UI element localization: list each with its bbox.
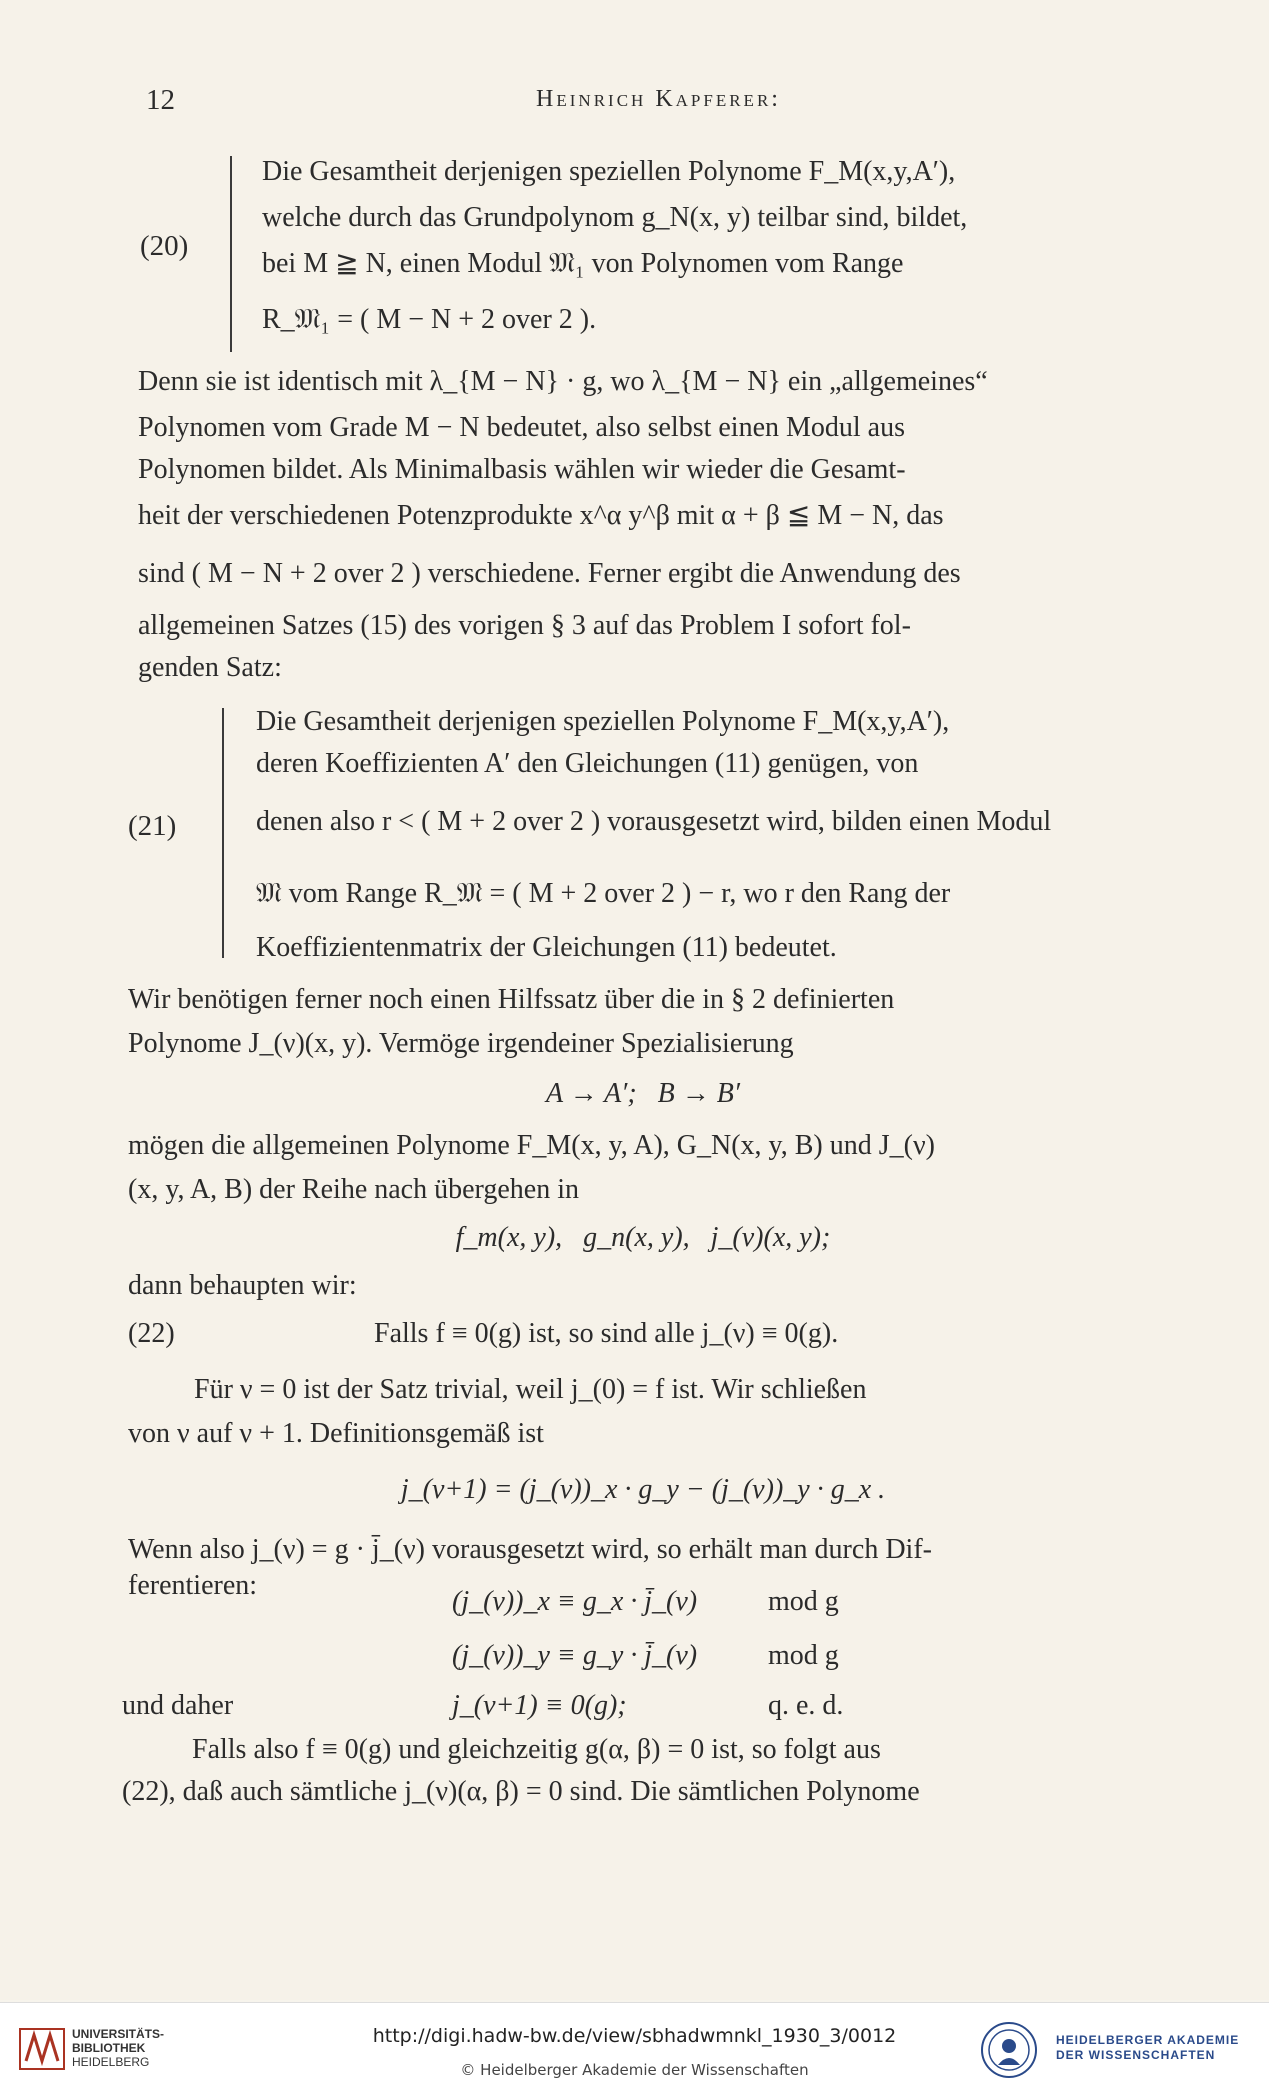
theorem-20-line-2: welche durch das Grundpolynom g_N(x, y) teilbar sind, bildet, (262, 202, 968, 233)
paragraph-3 (128, 1368, 1158, 1608)
theorem-20-line-1: Die Gesamtheit derjenigen speziellen Polynome F_M(x,y,A′), (262, 156, 956, 187)
viewer-footer (0, 2002, 1269, 2095)
left-brace (222, 708, 224, 958)
paragraph-4 (122, 1728, 1158, 1828)
qed: q. e. d. (768, 1690, 844, 1721)
page-number: 12 (146, 84, 175, 116)
specialized-polynomials: f_m(x, y), g_n(x, y), j_(ν)(x, y); (455, 1222, 831, 1253)
lemma-22 (128, 1312, 1158, 1356)
paragraph-1 (138, 360, 1158, 690)
conclusion-formula: j_(ν+1) ≡ 0(g); (452, 1690, 627, 1721)
paragraph-1-line-7: genden Satz: (138, 652, 282, 683)
paragraph-1-line-5: sind ( M − N + 2 over 2 ) verschiedene. Ferner ergibt die Anwendung des (138, 558, 961, 589)
running-head: Heinrich Kapferer: (536, 86, 781, 112)
library-line-1: UNIVERSITÄTS- (72, 2027, 165, 2041)
paragraph-2-line-5: dann behaupten wir: (128, 1270, 357, 1301)
congruence-2-mod: mod g (768, 1640, 839, 1671)
theorem-21-line-3: denen also r < ( M + 2 over 2 ) vorausgesetzt wird, bilden einen Modul (256, 806, 1052, 837)
academy-line-1: HEIDELBERGER AKADEMIE (1056, 2033, 1240, 2047)
copyright-notice: © Heidelberger Akademie der Wissenschaften (460, 2061, 809, 2079)
theorem-20-line-3: bei M ≧ N, einen Modul 𝔐₁ von Polynomen vom Range (262, 248, 904, 279)
conclusion-prefix: und daher (122, 1690, 234, 1721)
paragraph-1-line-1: Denn sie ist identisch mit λ_{M − N} · g, wo λ_{M − N} ein „allgemeines“ (138, 366, 988, 397)
theorem-20-line-4: R_𝔐₁ = ( M − N + 2 over 2 ). (262, 304, 597, 335)
congruence-1: (j_(ν))_x ≡ g_x · j̄_(ν) (452, 1586, 698, 1617)
paragraph-4-line-1: Falls also f ≡ 0(g) und gleichzeitig g(α, β) = 0 ist, so folgt aus (192, 1734, 881, 1765)
theorem-21-line-5: Koeffizientenmatrix der Gleichungen (11) bedeutet. (256, 932, 837, 963)
academy-name (1056, 2033, 1239, 2063)
equation-number-20: (20) (140, 230, 189, 262)
paragraph-2-line-2: Polynome J_(ν)(x, y). Vermöge irgendeiner Spezialisierung (128, 1028, 794, 1059)
academy-seal-icon (980, 2021, 1038, 2079)
left-brace (230, 156, 232, 352)
paragraph-2-line-1: Wir benötigen ferner noch einen Hilfssatz über die in § 2 definierten (128, 984, 895, 1015)
paragraph-3-line-3: Wenn also j_(ν) = g · j̄_(ν) vorausgesetzt wird, so erhält man durch Dif- (128, 1534, 932, 1565)
library-line-2: BIBLIOTHEK (72, 2041, 146, 2055)
theorem-21 (0, 700, 1269, 970)
permalink-url[interactable]: http://digi.hadw-bw.de/view/sbhadwmnkl_1930_3/0012 (372, 2025, 897, 2047)
paragraph-1-line-4: heit der verschiedenen Potenzprodukte x^α y^β mit α + β ≦ M − N, das (138, 500, 944, 531)
theorem-21-line-1: Die Gesamtheit derjenigen speziellen Polynome F_M(x,y,A′), (256, 706, 950, 737)
paragraph-1-line-2: Polynomen vom Grade M − N bedeutet, also selbst einen Modul aus (138, 412, 906, 443)
paragraph-4-line-2: (22), daß auch sämtliche j_(ν)(α, β) = 0 sind. Die sämtlichen Polynome (122, 1776, 920, 1807)
paragraph-1-line-3: Polynomen bildet. Als Minimalbasis wählen wir wieder die Gesamt- (138, 454, 906, 485)
paragraph-3-line-2: von ν auf ν + 1. Definitionsgemäß ist (128, 1418, 544, 1449)
paragraph-3-line-4: ferentieren: (128, 1570, 258, 1601)
page-header (146, 84, 1171, 124)
lemma-22-text: Falls f ≡ 0(g) ist, so sind alle j_(ν) ≡ 0(g). (374, 1318, 839, 1349)
recursion-formula: j_(ν+1) = (j_(ν))_x · g_y − (j_(ν))_y · g_x . (400, 1474, 886, 1505)
theorem-21-line-2: deren Koeffizienten A′ den Gleichungen (11) genügen, von (256, 748, 919, 779)
specialization-formula: A → A′; B → B′ (546, 1078, 740, 1109)
paragraph-1-line-6: allgemeinen Satzes (15) des vorigen § 3 auf das Problem I sofort fol- (138, 610, 911, 641)
paragraph-2-line-3: mögen die allgemeinen Polynome F_M(x, y, A), G_N(x, y, B) und J_(ν) (128, 1130, 935, 1161)
theorem-21-line-4: 𝔐 vom Range R_𝔐 = ( M + 2 over 2 ) − r, wo r den Rang der (256, 878, 951, 909)
paragraph-3-line-1: Für ν = 0 ist der Satz trivial, weil j_(0) = f ist. Wir schließen (194, 1374, 867, 1405)
congruence-1-mod: mod g (768, 1586, 839, 1617)
congruence-block (122, 1580, 1158, 1730)
paragraph-2 (128, 978, 1158, 1301)
congruence-2: (j_(ν))_y ≡ g_y · j̄_(ν) (452, 1640, 698, 1671)
library-line-3: HEIDELBERG (72, 2055, 150, 2069)
theorem-20 (0, 150, 1269, 360)
paragraph-2-line-4: (x, y, A, B) der Reihe nach übergehen in (128, 1174, 579, 1205)
academy-line-2: DER WISSENSCHAFTEN (1056, 2048, 1216, 2062)
equation-number-21: (21) (128, 810, 177, 842)
equation-number-22: (22) (128, 1318, 175, 1349)
